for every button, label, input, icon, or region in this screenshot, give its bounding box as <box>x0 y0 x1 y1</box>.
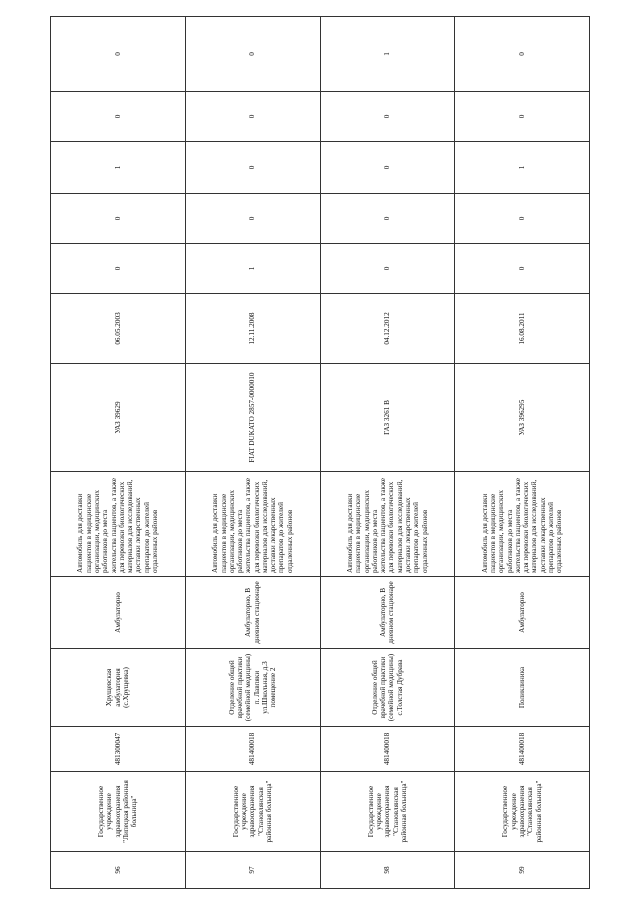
rotated-table-wrapper <box>50 17 590 889</box>
count-cell-2: 0 <box>320 193 455 243</box>
count-cell-1: 0 <box>320 243 455 293</box>
count-cell-2: 0 <box>51 193 186 243</box>
oktmo-cell: 481300047 <box>51 726 186 771</box>
oktmo-cell: 481400018 <box>455 726 590 771</box>
count-cell-1: 0 <box>51 243 186 293</box>
table-row <box>51 16 186 888</box>
oktmo-cell: 481400018 <box>185 726 320 771</box>
vehicle-cell: FIAT DUKATO 2857-0000010 <box>185 363 320 471</box>
purpose-cell: Автомобиль для доставки пациентов в медицинские организации, медицинских работников до места жительства пациентов, а также для перевозки биологических материалов для исследований, доставки лекарственных препаратов до жителей отдаленных районов <box>455 471 590 576</box>
count-cell-5: 0 <box>51 16 186 91</box>
table-row <box>185 16 320 888</box>
date-cell: 04.12.2012 <box>320 293 455 363</box>
table-row <box>455 16 590 888</box>
vehicle-cell: УАЗ 39629 <box>51 363 186 471</box>
count-cell-4: 0 <box>320 91 455 141</box>
department-cell: Отделение общей врачебной практики (семейной медицины) с.Толстая Дубрава <box>320 648 455 726</box>
institution-cell: Государственное учреждение здравоохранения "Становлянская районная больница" <box>455 771 590 851</box>
date-cell: 16.08.2011 <box>455 293 590 363</box>
vehicle-cell: ГАЗ 3261 В <box>320 363 455 471</box>
purpose-cell: Автомобиль для доставки пациентов в медицинские организации, медицинских работников до места жительства пациентов, а также для перевозки биологических материалов для исследований, доставки лекарственных препаратов до жителей отдаленных районов <box>320 471 455 576</box>
care-type-cell: Амбулаторно <box>51 576 186 648</box>
row-number: 99 <box>455 851 590 888</box>
care-type-cell: Амбулаторно <box>455 576 590 648</box>
count-cell-5: 1 <box>320 16 455 91</box>
care-type-cell: Амбулаторно, В дневном стационаре <box>185 576 320 648</box>
count-cell-5: 0 <box>185 16 320 91</box>
count-cell-4: 0 <box>51 91 186 141</box>
row-number: 97 <box>185 851 320 888</box>
count-cell-4: 0 <box>185 91 320 141</box>
institution-cell: Государственное учреждение здравоохранения "Становлянская районная больница" <box>320 771 455 851</box>
purpose-cell: Автомобиль для доставки пациентов в медицинские организации, медицинских работников до места жительства пациентов, а также для перевозки биологических материалов для исследований, доставки лекарственных препаратов до жителей отдаленных районов <box>185 471 320 576</box>
count-cell-2: 0 <box>185 193 320 243</box>
count-cell-5: 0 <box>455 16 590 91</box>
count-cell-3: 0 <box>320 141 455 193</box>
row-number: 98 <box>320 851 455 888</box>
purpose-cell: Автомобиль для доставки пациентов в медицинские организации, медицинских работников до места жительства пациентов, а также для перевозки биологических материалов для исследований, доставки лекарственных препаратов до жителей отдаленных районов <box>51 471 186 576</box>
count-cell-3: 1 <box>51 141 186 193</box>
row-number: 96 <box>51 851 186 888</box>
count-cell-3: 1 <box>455 141 590 193</box>
institution-cell: Государственное учреждение здравоохранения "Становлянская районная больница" <box>185 771 320 851</box>
department-cell: Поликлиника <box>455 648 590 726</box>
date-cell: 06.05.2003 <box>51 293 186 363</box>
table-row <box>320 16 455 888</box>
institution-cell: Государственное учреждение здравоохранения "Липецкая районная больница" <box>51 771 186 851</box>
count-cell-1: 1 <box>185 243 320 293</box>
count-cell-4: 0 <box>455 91 590 141</box>
count-cell-1: 0 <box>455 243 590 293</box>
department-cell: Хрущевская амбулатория (с.Хрущевка) <box>51 648 186 726</box>
vehicle-cell: УАЗ 396295 <box>455 363 590 471</box>
count-cell-2: 0 <box>455 193 590 243</box>
count-cell-3: 0 <box>185 141 320 193</box>
vehicle-table <box>50 16 590 889</box>
oktmo-cell: 481400018 <box>320 726 455 771</box>
care-type-cell: Амбулаторно, В дневном стационаре <box>320 576 455 648</box>
department-cell: Отделение общей врачебной практики (семейной медицины) п. Лавпяки ул.Школьная, д.3 помещение 2 <box>185 648 320 726</box>
date-cell: 12.11.2008 <box>185 293 320 363</box>
